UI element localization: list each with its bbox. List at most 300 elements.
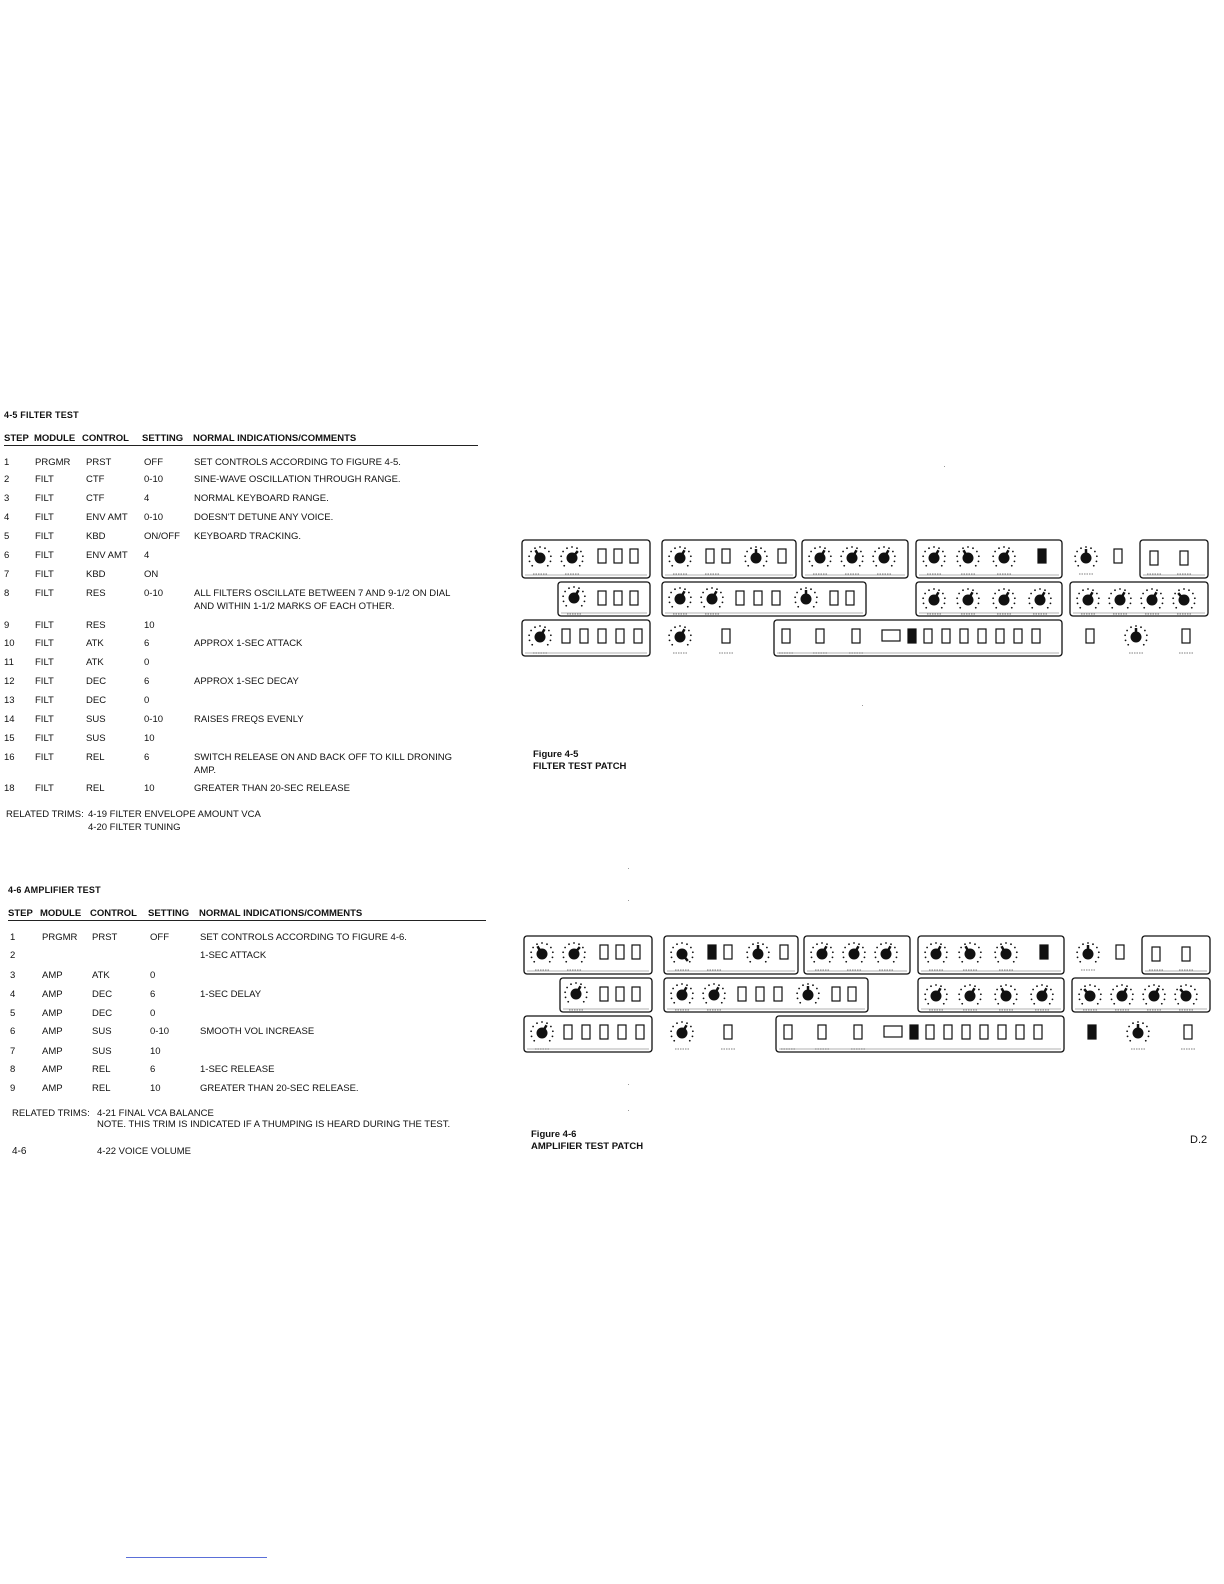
knob-tick (1124, 634, 1126, 636)
knob-tick (528, 634, 530, 636)
knob-tick (961, 1003, 963, 1005)
scan-speck (944, 466, 945, 467)
filter-header-setting: SETTING (142, 433, 184, 444)
page-number-right: D.2 (1190, 1134, 1208, 1146)
knob-tick (671, 997, 673, 999)
knob-tick (673, 1040, 675, 1042)
cell-comment: SMOOTH VOL INCREASE (200, 1026, 315, 1037)
knob-tick (701, 601, 703, 603)
knob-tick (874, 951, 876, 953)
cell-control: REL (86, 752, 105, 763)
scan-speck (628, 1110, 629, 1111)
knob-tick (1008, 547, 1010, 549)
knob-tick (1137, 1021, 1139, 1023)
knob-tick (861, 961, 863, 963)
knob-tick (1012, 551, 1014, 553)
knob-tick (1126, 630, 1128, 632)
knob-tick (760, 547, 762, 549)
knob-tick (568, 587, 570, 589)
cell-step: 2 (10, 950, 16, 961)
knob-tick (692, 1035, 694, 1037)
knob-tick (716, 588, 718, 590)
knob-tick (582, 555, 584, 557)
switch-icon (1150, 551, 1158, 565)
knob-tick (673, 961, 675, 963)
figure-4-6-caption (531, 1129, 643, 1153)
cell-step: 18 (4, 783, 15, 794)
switch-icon (724, 945, 732, 959)
cell-setting: 6 (144, 676, 150, 687)
switch-icon (598, 591, 606, 605)
knob-tick (1087, 942, 1089, 944)
cell-control: KBD (86, 531, 106, 542)
knob-tick (534, 626, 536, 628)
knob-tick (1036, 985, 1038, 987)
knob-tick (692, 951, 694, 953)
switch-on-icon (1040, 945, 1048, 959)
cell-control: RES (86, 588, 106, 599)
knob-tick (1031, 607, 1033, 609)
switch-icon (562, 629, 570, 643)
cell-control: REL (92, 1083, 111, 1094)
knob-tick (687, 606, 689, 608)
scan-speck (862, 705, 863, 706)
knob-tick (564, 947, 566, 949)
knob-tick (813, 961, 815, 963)
knob-tick (582, 947, 584, 949)
knob-tick (584, 600, 586, 602)
knob-tick (544, 626, 546, 628)
knob-tick (722, 601, 724, 603)
knob-tick (1080, 547, 1082, 549)
knob-tick (994, 551, 996, 553)
knob-tick (924, 993, 926, 995)
knob-tick (1113, 1003, 1115, 1005)
amp-header-module: MODULE (40, 908, 82, 919)
knob-tick (565, 605, 567, 607)
knob-tick (681, 983, 683, 985)
cell-module: AMP (42, 970, 63, 981)
cell-comment: 1-SEC RELEASE (200, 1064, 275, 1075)
cell-setting: OFF (150, 932, 169, 943)
knob-tick (924, 551, 926, 553)
filter-header-module: MODULE (34, 433, 76, 444)
cell-setting: 0-10 (150, 1026, 170, 1037)
filter-trim-1: 4-19 FILTER ENVELOPE AMOUNT VCA (88, 809, 261, 820)
cell-control: SUS (92, 1046, 112, 1057)
knob-tick (967, 588, 969, 590)
cell-setting: 6 (150, 1064, 156, 1075)
cell-module: FILT (35, 474, 54, 485)
switch-icon (924, 629, 932, 643)
knob-tick (810, 588, 812, 590)
knob-tick (1092, 943, 1094, 945)
knob-tick (1095, 961, 1097, 963)
knob-tick (670, 592, 672, 594)
cell-step: 7 (4, 569, 10, 580)
knob-tick (995, 607, 997, 609)
knob-tick (690, 639, 692, 641)
knob-tick (956, 597, 958, 599)
cell-step: 15 (4, 733, 15, 744)
knob-tick (689, 1002, 691, 1004)
knob-tick (978, 602, 980, 604)
knob-tick (718, 984, 720, 986)
switch-icon (852, 629, 860, 643)
knob-tick (798, 988, 800, 990)
knob-tick (531, 956, 533, 958)
knob-tick (1016, 998, 1018, 1000)
switch-icon (706, 549, 714, 563)
knob-tick (1130, 989, 1132, 991)
knob-tick (1114, 589, 1116, 591)
knob-tick (1013, 961, 1015, 963)
switch-icon (1182, 947, 1190, 961)
knob-tick (1094, 985, 1096, 987)
knob-tick (830, 560, 832, 562)
cell-setting: 4 (144, 493, 150, 504)
knob-tick (692, 997, 694, 999)
knob-tick (1111, 998, 1113, 1000)
switch-icon (632, 987, 640, 1001)
knob-tick (808, 555, 810, 557)
figure-4-6-title: AMPLIFIER TEST PATCH (531, 1141, 644, 1152)
knob-tick (1030, 593, 1032, 595)
knob-tick (996, 989, 998, 991)
knob-tick (668, 634, 670, 636)
knob-tick (946, 993, 948, 995)
knob-tick (980, 951, 982, 953)
knob-tick (536, 1022, 538, 1024)
cell-control: ENV AMT (86, 512, 128, 523)
knob-tick (1013, 1003, 1015, 1005)
switch-icon (632, 945, 640, 959)
cell-module: AMP (42, 1046, 63, 1057)
knob-tick (964, 943, 966, 945)
knob-tick (944, 989, 946, 991)
knob-tick (671, 644, 673, 646)
knob-tick (1164, 993, 1166, 995)
knob-tick (1050, 989, 1052, 991)
knob-tick (1014, 560, 1016, 562)
cell-step: 8 (10, 1064, 16, 1075)
knob-tick (566, 987, 568, 989)
knob-tick (997, 1003, 999, 1005)
cell-control: REL (92, 1064, 111, 1075)
knob-tick (1100, 993, 1102, 995)
knob-tick (1176, 989, 1178, 991)
knob-tick (1016, 993, 1018, 995)
knob-tick (531, 644, 533, 646)
knob-tick (681, 942, 683, 944)
knob-tick (974, 943, 976, 945)
knob-tick (978, 989, 980, 991)
knob-tick (700, 596, 702, 598)
knob-tick (674, 626, 676, 628)
knob-tick (1161, 1003, 1163, 1005)
cell-comment: NORMAL KEYBOARD RANGE. (194, 493, 329, 504)
knob-tick (687, 644, 689, 646)
cell-setting: 0-10 (144, 588, 164, 599)
cell-step: 2 (4, 474, 10, 485)
knob-tick (529, 560, 531, 562)
knob-tick (956, 555, 958, 557)
switch-icon (960, 629, 968, 643)
knob-tick (581, 605, 583, 607)
knob-tick (992, 597, 994, 599)
cell-step: 1 (4, 457, 10, 468)
knob-tick (796, 992, 798, 994)
cell-module: FILT (35, 638, 54, 649)
knob-tick (547, 565, 549, 567)
knob-tick (935, 984, 937, 986)
knob-tick (1016, 956, 1018, 958)
amplifier-test-patch-panel (522, 932, 1214, 1056)
cell-module: FILT (35, 531, 54, 542)
knob-tick (1144, 630, 1146, 632)
knob-tick (539, 625, 541, 627)
switch-icon (816, 629, 824, 643)
cell-module: FILT (35, 695, 54, 706)
cell-step: 13 (4, 695, 15, 706)
cell-module: AMP (42, 1064, 63, 1075)
knob-tick (1190, 985, 1192, 987)
knob-tick (797, 997, 799, 999)
knob-tick (671, 606, 673, 608)
knob-tick (944, 947, 946, 949)
switch-icon (926, 1025, 934, 1039)
knob-tick (1162, 597, 1164, 599)
knob-tick (1014, 989, 1016, 991)
figure-4-5-title: FILTER TEST PATCH (533, 761, 627, 772)
knob-tick (1141, 602, 1143, 604)
knob-tick (828, 551, 830, 553)
switch-icon (782, 629, 790, 643)
cell-control: SUS (92, 1026, 112, 1037)
switch-icon (962, 1025, 970, 1039)
knob-tick (1164, 998, 1166, 1000)
knob-tick (706, 588, 708, 590)
knob-tick (1177, 1003, 1179, 1005)
amp-trim-note: NOTE. THIS TRIM IS INDICATED IF A THUMPING IS HEARD DURING THE TEST. (97, 1119, 451, 1130)
cell-control: ATK (92, 970, 110, 981)
switch-icon (1152, 947, 1160, 961)
knob-tick (995, 956, 997, 958)
knob-tick (1032, 989, 1034, 991)
knob-tick (977, 1003, 979, 1005)
knob-tick (1174, 593, 1176, 595)
knob-tick (928, 589, 930, 591)
cell-step: 12 (4, 676, 15, 687)
switch-icon (830, 591, 838, 605)
cell-control: PRST (92, 932, 118, 943)
knob-tick (892, 551, 894, 553)
knob-tick (799, 1002, 801, 1004)
knob-tick (994, 593, 996, 595)
knob-tick (1095, 607, 1097, 609)
knob-tick (1005, 942, 1007, 944)
cell-module: AMP (42, 1008, 63, 1019)
knob-tick (811, 956, 813, 958)
knob-tick (674, 547, 676, 549)
knob-tick (1143, 607, 1145, 609)
knob-tick (560, 555, 562, 557)
knob-tick (994, 951, 996, 953)
knob-tick (995, 565, 997, 567)
knob-tick (531, 1035, 533, 1037)
knob-tick (690, 988, 692, 990)
knob-tick (1034, 589, 1036, 591)
cell-setting: 0 (150, 1008, 156, 1019)
knob-tick (570, 983, 572, 985)
knob-tick (1028, 597, 1030, 599)
knob-tick (1145, 1003, 1147, 1005)
knob-tick (1098, 597, 1100, 599)
cell-setting: 10 (144, 620, 155, 631)
cell-comment: RAISES FREQS EVENLY (194, 714, 304, 725)
knob-tick (563, 956, 565, 958)
filter-trim-2: 4-20 FILTER TUNING (88, 822, 181, 833)
knob-tick (925, 998, 927, 1000)
cell-step: 5 (4, 531, 10, 542)
scan-speck (628, 1084, 629, 1085)
knob-tick (1016, 951, 1018, 953)
knob-tick (944, 597, 946, 599)
knob-tick (1077, 565, 1079, 567)
switch-icon (784, 1025, 792, 1039)
filter-header-comments: NORMAL INDICATIONS/COMMENTS (193, 433, 357, 444)
knob-tick (1079, 998, 1081, 1000)
knob-tick (1132, 993, 1134, 995)
display-icon (884, 1026, 902, 1037)
knob-tick (752, 943, 754, 945)
knob-tick (1124, 589, 1126, 591)
knob-tick (946, 956, 948, 958)
knob-tick (1130, 626, 1132, 628)
switch-icon (1086, 629, 1094, 643)
cell-control: CTF (86, 493, 105, 504)
knob-tick (812, 947, 814, 949)
knob-tick (942, 551, 944, 553)
switch-icon (636, 1025, 644, 1039)
knob-tick (1008, 589, 1010, 591)
knob-tick (845, 961, 847, 963)
knob-tick (942, 593, 944, 595)
knob-tick (671, 565, 673, 567)
knob-tick (672, 988, 674, 990)
knob-tick (1076, 597, 1078, 599)
knob-tick (816, 943, 818, 945)
knob-tick (690, 1026, 692, 1028)
knob-tick (959, 998, 961, 1000)
knob-tick (946, 951, 948, 953)
cell-module: FILT (35, 783, 54, 794)
cell-control: DEC (92, 1008, 113, 1019)
knob-tick (1143, 644, 1145, 646)
cell-comment: SET CONTROLS ACCORDING TO FIGURE 4-6. (200, 932, 407, 943)
knob-tick (703, 606, 705, 608)
knob-tick (679, 546, 681, 548)
cell-setting: 10 (150, 1083, 161, 1094)
switch-icon (630, 549, 638, 563)
knob-tick (533, 961, 535, 963)
cell-step: 3 (4, 493, 10, 504)
switch-icon (996, 629, 1004, 643)
cell-module: FILT (35, 752, 54, 763)
knob-tick (684, 626, 686, 628)
knob-tick (1079, 607, 1081, 609)
knob-tick (860, 551, 862, 553)
knob-tick (1146, 634, 1148, 636)
knob-tick (692, 992, 694, 994)
cell-step: 9 (4, 620, 10, 631)
knob-tick (1075, 560, 1077, 562)
knob-tick (873, 560, 875, 562)
knob-tick (1085, 546, 1087, 548)
knob-tick (719, 606, 721, 608)
knob-tick (1010, 943, 1012, 945)
knob-tick (1010, 985, 1012, 987)
filter-test-patch-panel (520, 536, 1212, 660)
knob-tick (1014, 555, 1016, 557)
knob-tick (941, 565, 943, 567)
cell-setting: ON (144, 569, 159, 580)
knob-tick (959, 956, 961, 958)
knob-tick (997, 961, 999, 963)
knob-tick (1041, 984, 1043, 986)
knob-tick (580, 551, 582, 553)
knob-tick (768, 956, 770, 958)
knob-tick (1185, 984, 1187, 986)
knob-tick (720, 592, 722, 594)
cell-setting: 6 (150, 989, 156, 1000)
knob-tick (1135, 625, 1137, 627)
knob-tick (1175, 998, 1177, 1000)
switch-icon (818, 1025, 826, 1039)
knob-tick (1005, 984, 1007, 986)
knob-tick (564, 591, 566, 593)
knob-tick (1077, 956, 1079, 958)
cell-comment: GREATER THAN 20-SEC RELEASE (194, 783, 350, 794)
switch-icon (1116, 945, 1124, 959)
knob-tick (688, 551, 690, 553)
knob-tick (566, 547, 568, 549)
cell-control: DEC (86, 676, 107, 687)
knob-tick (571, 546, 573, 548)
switch-icon (754, 591, 762, 605)
knob-tick (531, 565, 533, 567)
knob-tick (584, 987, 586, 989)
knob-tick (1092, 589, 1094, 591)
knob-tick (1011, 565, 1013, 567)
switch-icon (848, 987, 856, 1001)
cell-setting: 6 (144, 752, 150, 763)
knob-tick (805, 587, 807, 589)
knob-tick (672, 947, 674, 949)
knob-tick (958, 593, 960, 595)
knob-tick (1148, 1035, 1150, 1037)
knob-tick (1044, 589, 1046, 591)
knob-tick (1033, 1003, 1035, 1005)
knob-tick (1146, 639, 1148, 641)
knob-tick (688, 630, 690, 632)
knob-tick (816, 596, 818, 598)
cell-setting: 10 (144, 733, 155, 744)
switch-icon (774, 987, 782, 1001)
knob-tick (529, 639, 531, 641)
knob-tick (1100, 998, 1102, 1000)
knob-tick (878, 547, 880, 549)
